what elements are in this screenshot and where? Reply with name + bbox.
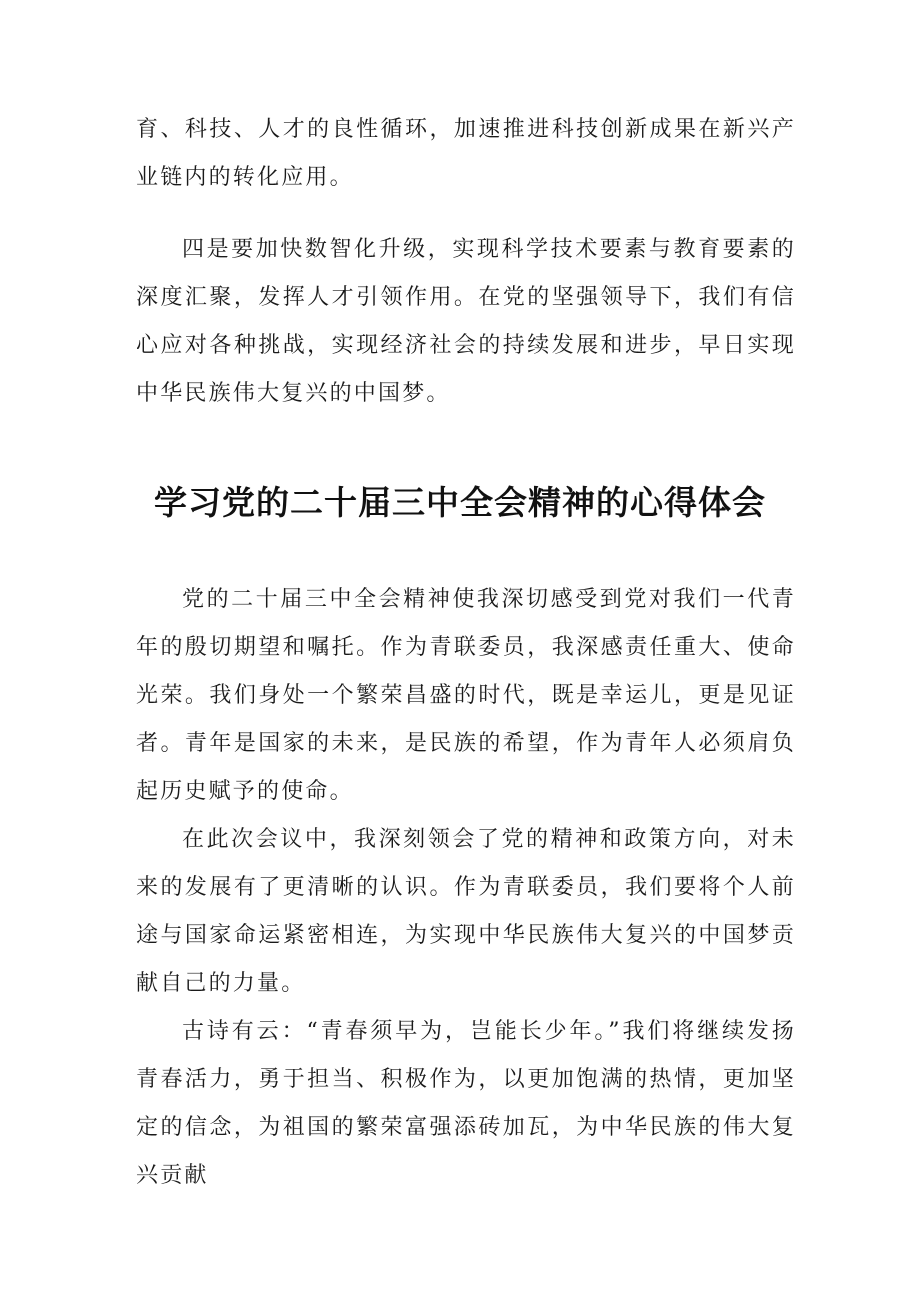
body-paragraph-1: 党的二十届三中全会精神使我深切感受到党对我们一代青年的殷切期望和嘱托。作为青联委员，我深感责任重大、使命光荣。我们身处一个繁荣昌盛的时代，既是幸运儿，更是见证者。青年是国家的未来，是民族的希望，作为青年人必须肩负起历史赋予的使命。	[136, 587, 796, 804]
continuation-paragraph: 育、科技、人才的良性循环，加速推进科技创新成果在新兴产业链内的转化应用。	[136, 117, 796, 190]
body-paragraph-3: 古诗有云：“青春须早为，岂能长少年。”我们将继续发扬青春活力，勇于担当、积极作为，以更加饱满的热情，更加坚定的信念，为祖国的繁荣富强添砖加瓦，为中华民族的伟大复兴贡献	[136, 1019, 796, 1188]
previous-section-text	[136, 106, 796, 418]
page-title: 学习党的二十届三中全会精神的心得体会	[154, 483, 766, 522]
body-paragraph-2: 在此次会议中，我深刻领会了党的精神和政策方向，对未来的发展有了更清晰的认识。作为青联委员，我们要将个人前途与国家命运紧密相连，为实现中华民族伟大复兴的中国梦贡献自己的力量。	[136, 827, 796, 996]
point-four-paragraph: 四是要加快数智化升级，实现科学技术要素与教育要素的深度汇聚，发挥人才引领作用。在党的坚强领导下，我们有信心应对各种挑战，实现经济社会的持续发展和进步，早日实现中华民族伟大复兴的中国梦。	[136, 237, 796, 406]
article-body	[136, 576, 796, 1200]
